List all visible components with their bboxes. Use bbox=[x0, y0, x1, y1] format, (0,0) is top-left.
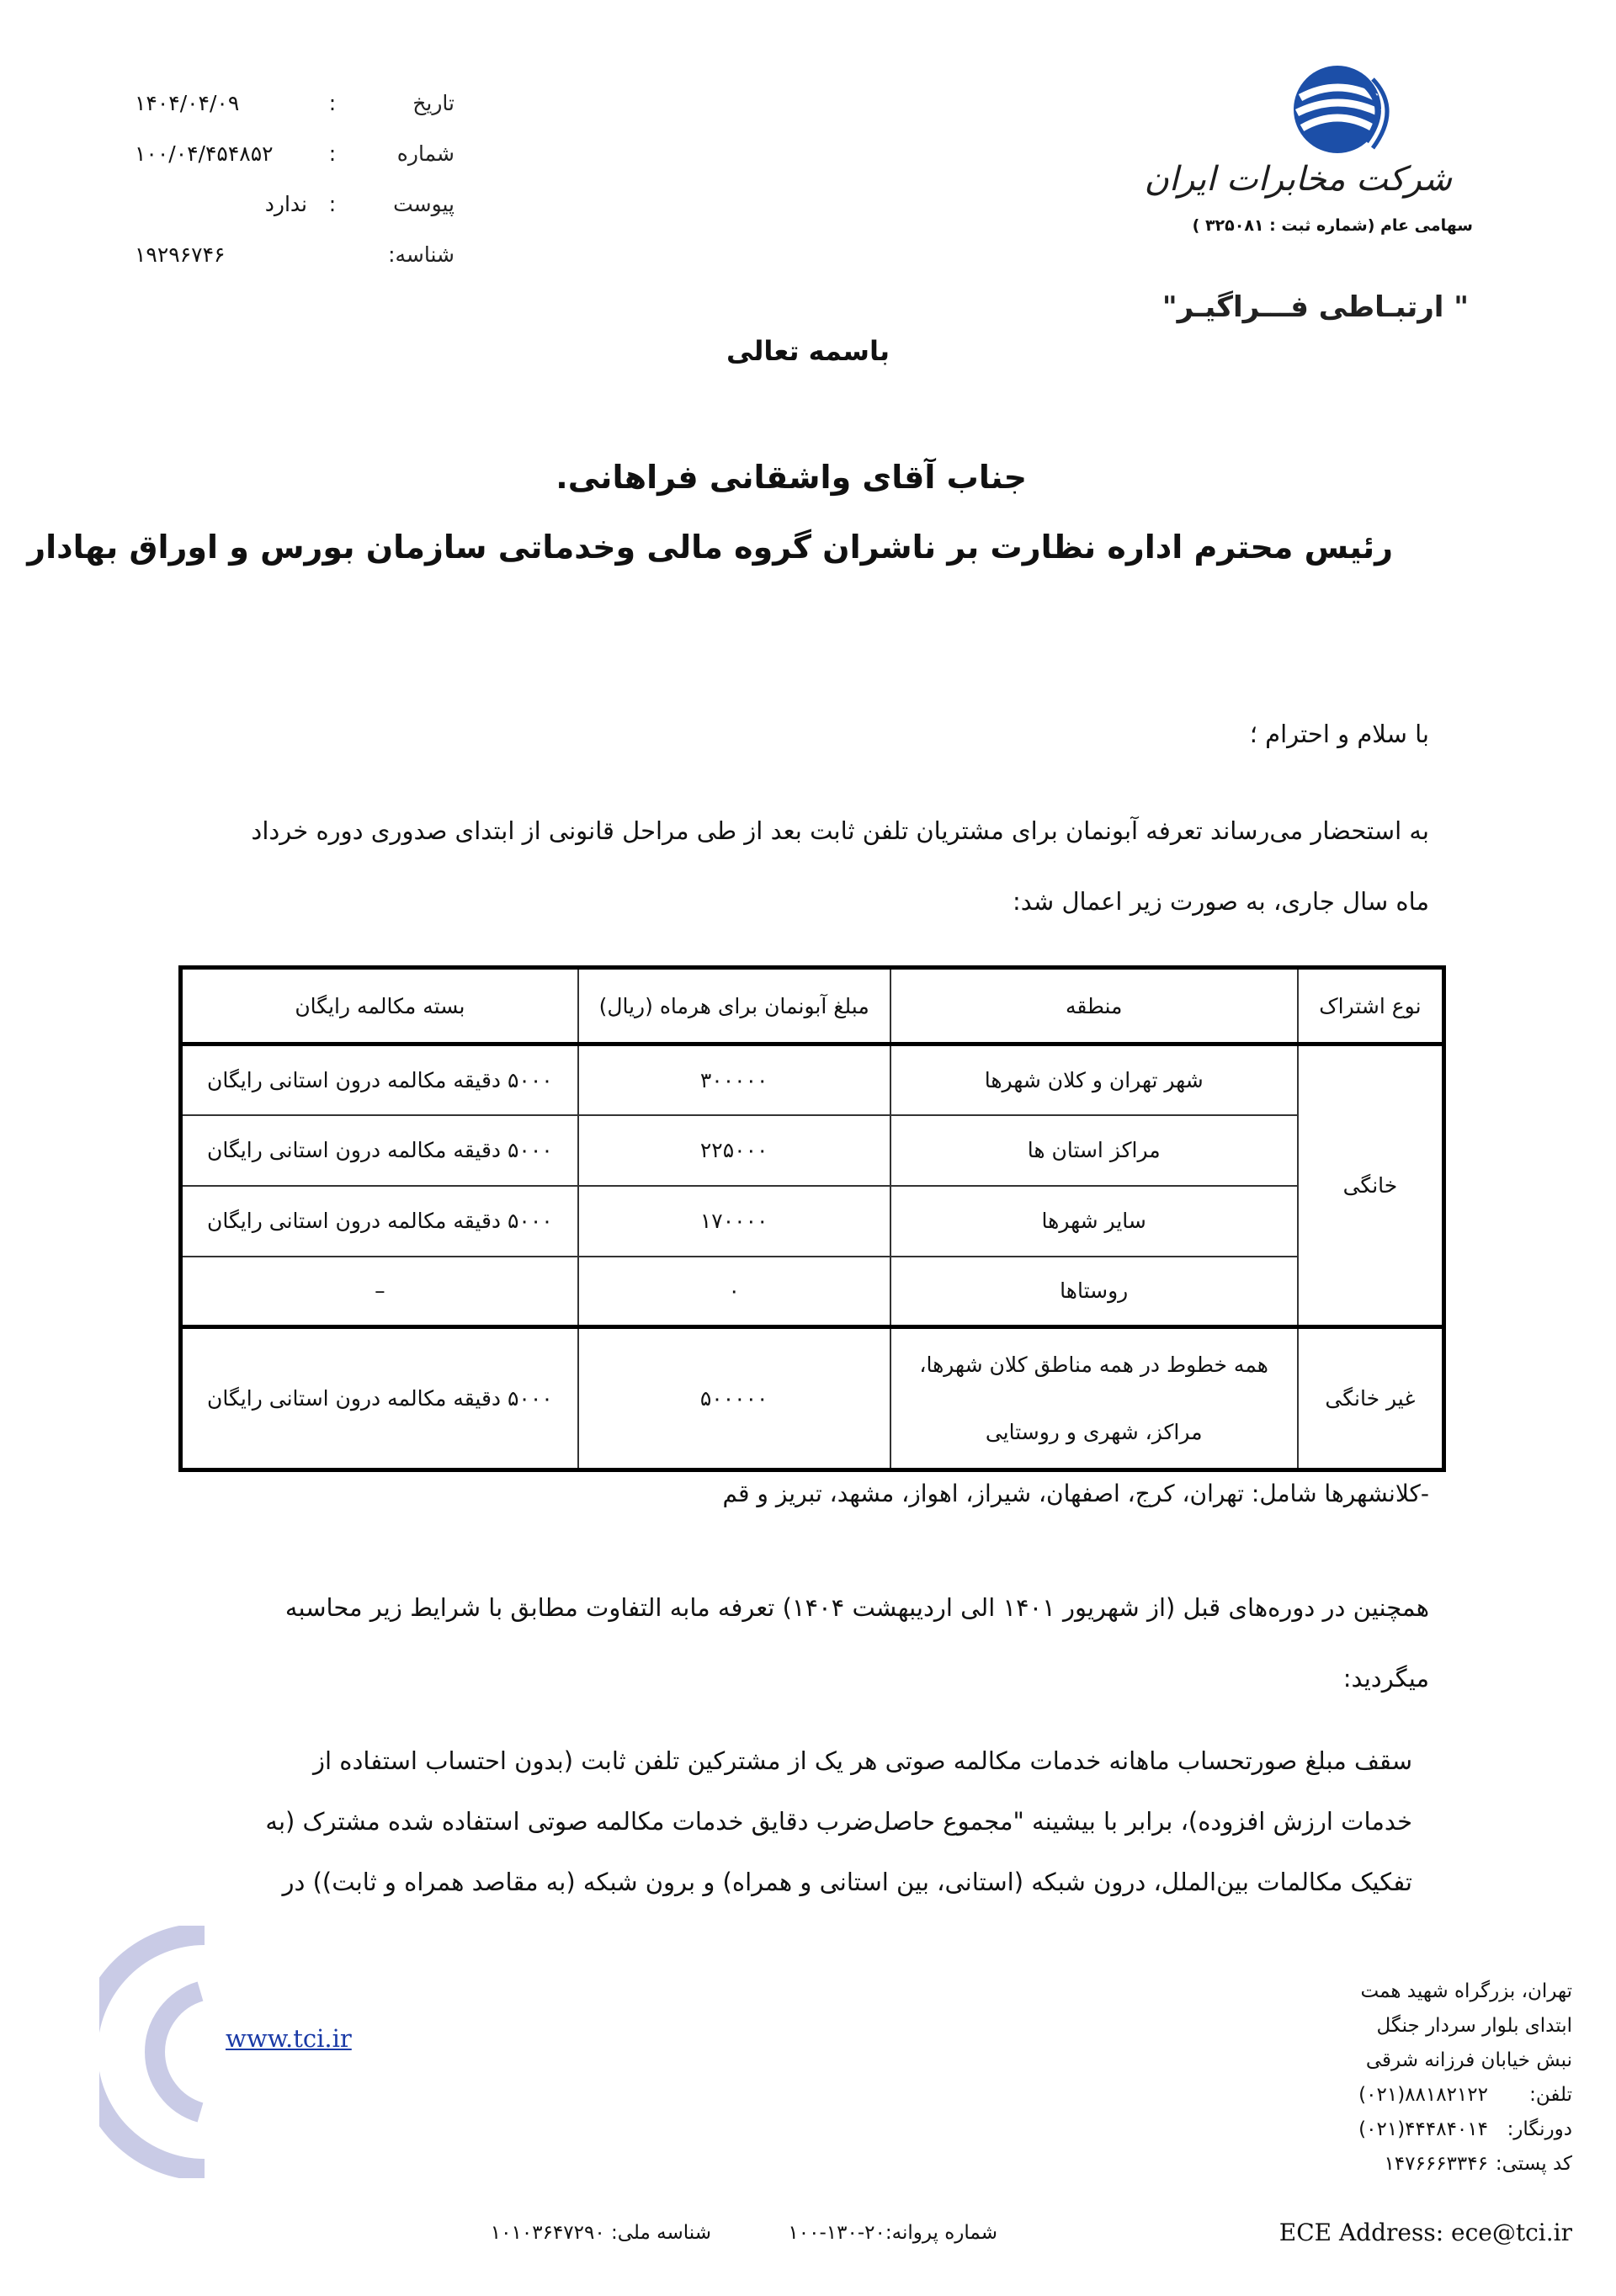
subscription-type-cell: خانگی bbox=[1298, 1044, 1444, 1327]
meta-id-row bbox=[135, 229, 454, 279]
table-row bbox=[181, 1115, 1444, 1186]
meta-attachment-row bbox=[135, 178, 454, 229]
ece-address: ECE Address: ece@tci.ir bbox=[1278, 2219, 1572, 2246]
addressee-title: رئیس محترم اداره نظارت بر ناشران گروه مالی وخدماتی سازمان بورس و اوراق بهادار bbox=[27, 529, 1393, 566]
amount-cell: ۱۷۰۰۰۰ bbox=[578, 1186, 890, 1257]
greeting: با سلام و احترام ؛ bbox=[1249, 720, 1429, 748]
amount-cell: ۰ bbox=[578, 1257, 890, 1327]
table-row bbox=[181, 1257, 1444, 1327]
watermark-arc-icon bbox=[99, 1926, 209, 2178]
amount-cell: ۵۰۰۰۰۰ bbox=[578, 1327, 890, 1470]
meta-date-row bbox=[135, 77, 454, 128]
fax-row bbox=[1294, 2113, 1572, 2147]
number-label: شماره bbox=[396, 141, 454, 166]
region-line-2: مراکز، شهری و روستایی bbox=[985, 1419, 1203, 1444]
metropolis-note: -کلانشهرها شامل: تهران، کرج، اصفهان، شیراز، اهواز، مشهد، تبریز و قم bbox=[722, 1480, 1429, 1507]
package-cell: ۵۰۰۰ دقیقه مکالمه درون استانی رایگان bbox=[181, 1115, 578, 1186]
table-header-row bbox=[181, 968, 1444, 1044]
postal-label: کد پستی: bbox=[1495, 2153, 1572, 2175]
table-row bbox=[181, 1044, 1444, 1115]
para2-line-2: میگردید: bbox=[1342, 1664, 1429, 1693]
phone-value: (۰۲۱)۸۸۱۸۲۱۲۲ bbox=[1358, 2084, 1488, 2106]
attachment-label: پیوست bbox=[393, 191, 454, 216]
address-line-3: نبش خیابان فرزانه شرقی bbox=[1365, 2049, 1572, 2071]
company-logo bbox=[1144, 61, 1473, 246]
region-cell: مراکز استان ها bbox=[890, 1115, 1298, 1186]
intro-line-2: ماه سال جاری، به صورت زیر اعمال شد: bbox=[1012, 887, 1429, 916]
number-value: ۱۰۰/۰۴/۴۵۴۸۵۲ bbox=[135, 141, 274, 166]
package-cell: ۵۰۰۰ دقیقه مکالمه درون استانی رایگان bbox=[181, 1327, 578, 1470]
company-registration: سهامی عام (شماره ثبت : ۳۲۵۰۸۱ ) bbox=[1192, 216, 1473, 235]
header-free-package: بسته مکالمه رایگان bbox=[181, 968, 578, 1044]
website-link[interactable]: www.tci.ir bbox=[226, 2024, 352, 2053]
previous-periods-paragraph bbox=[187, 1572, 1429, 1714]
table-row bbox=[181, 1186, 1444, 1257]
letter-meta bbox=[135, 77, 454, 279]
header-region: منطقه bbox=[890, 968, 1298, 1044]
postal-row bbox=[1294, 2147, 1572, 2182]
fax-label: دورنگار: bbox=[1507, 2118, 1572, 2140]
postal-value: ۱۴۷۶۶۶۳۳۴۶ bbox=[1384, 2153, 1488, 2175]
header-monthly-amount: مبلغ آبونمان برای هرماه (ریال) bbox=[578, 968, 890, 1044]
company-address bbox=[1294, 1974, 1572, 2182]
phone-row bbox=[1294, 2078, 1572, 2113]
region-cell: سایر شهرها bbox=[890, 1186, 1298, 1257]
region-cell: شهر تهران و کلان شهرها bbox=[890, 1044, 1298, 1115]
billing-cap-paragraph bbox=[187, 1730, 1412, 1912]
attachment-value: ندارد bbox=[264, 191, 307, 216]
subscription-type-cell: غیر خانگی bbox=[1298, 1327, 1444, 1470]
package-cell: – bbox=[181, 1257, 578, 1327]
id-label: شناسه: bbox=[388, 242, 454, 267]
tci-logo-icon bbox=[1285, 61, 1395, 162]
id-value: ۱۹۲۹۶۷۴۶ bbox=[135, 242, 226, 267]
header-subscription-type: نوع اشتراک bbox=[1298, 968, 1444, 1044]
para3-line-2: خدمات ارزش افزوده)، برابر با بیشینه "مجموع حاصل‌ضرب دقایق خدمات مکالمه صوتی استفاده شده مشترک (به bbox=[265, 1807, 1412, 1836]
table-row bbox=[181, 1327, 1444, 1470]
region-cell: روستاها bbox=[890, 1257, 1298, 1327]
para3-line-1: سقف مبلغ صورتحساب ماهانه خدمات مکالمه صوتی هر یک از مشترکین تلفن ثابت (بدون احتساب استفاده از bbox=[312, 1746, 1412, 1775]
meta-number-row bbox=[135, 128, 454, 178]
package-cell: ۵۰۰۰ دقیقه مکالمه درون استانی رایگان bbox=[181, 1186, 578, 1257]
address-line-1: تهران، بزرگراه شهید همت bbox=[1360, 1980, 1572, 2002]
national-id: شناسه ملی: ۱۰۱۰۳۶۴۷۲۹۰ bbox=[490, 2222, 711, 2244]
slogan: " ارتبـاطی فـــراگیـر" bbox=[1162, 290, 1469, 324]
date-label: تاریخ bbox=[412, 90, 454, 115]
region-line-1: همه خطوط در همه مناطق کلان شهرها، bbox=[919, 1352, 1268, 1377]
amount-cell: ۳۰۰۰۰۰ bbox=[578, 1044, 890, 1115]
fax-value: (۰۲۱)۴۴۴۸۴۰۱۴ bbox=[1358, 2118, 1488, 2140]
amount-cell: ۲۲۵۰۰۰ bbox=[578, 1115, 890, 1186]
region-cell bbox=[890, 1327, 1298, 1470]
meta-separator: : bbox=[328, 141, 337, 166]
phone-label: تلفن: bbox=[1529, 2084, 1572, 2106]
meta-separator: : bbox=[328, 90, 337, 115]
intro-line-1: به استحضار می‌رساند تعرفه آبونمان برای مشتریان تلفن ثابت بعد از طی مراحل قانونی از ابتدای صدوری دوره خرداد bbox=[251, 816, 1429, 845]
license-number: شماره پروانه:۲۰-۱۳۰-۱۰۰ bbox=[788, 2222, 997, 2244]
basmala-text: باسمه تعالی bbox=[726, 335, 890, 367]
company-name: شرکت مخابرات ایران bbox=[1144, 160, 1452, 199]
basmala bbox=[0, 335, 1616, 367]
para3-line-3: تفکیک مکالمات بین‌الملل، درون شبکه (استانی، بین استانی و همراه) و برون شبکه (به مقاصد همراه و ثابت)) در bbox=[282, 1868, 1412, 1896]
date-value: ۱۴۰۴/۰۴/۰۹ bbox=[135, 90, 240, 115]
intro-paragraph bbox=[187, 795, 1429, 937]
address-line-2: ابتدای بلوار سردار جنگل bbox=[1376, 2015, 1572, 2037]
package-cell: ۵۰۰۰ دقیقه مکالمه درون استانی رایگان bbox=[181, 1044, 578, 1115]
tariff-table bbox=[178, 965, 1446, 1472]
meta-separator: : bbox=[328, 191, 337, 216]
addressee-name: جناب آقای واشقانی فراهانی. bbox=[556, 459, 1027, 496]
para2-line-1: همچنین در دوره‌های قبل (از شهریور ۱۴۰۱ الی اردیبهشت ۱۴۰۴) تعرفه مابه التفاوت مطابق با شرایط زیر محاسبه bbox=[284, 1593, 1429, 1622]
